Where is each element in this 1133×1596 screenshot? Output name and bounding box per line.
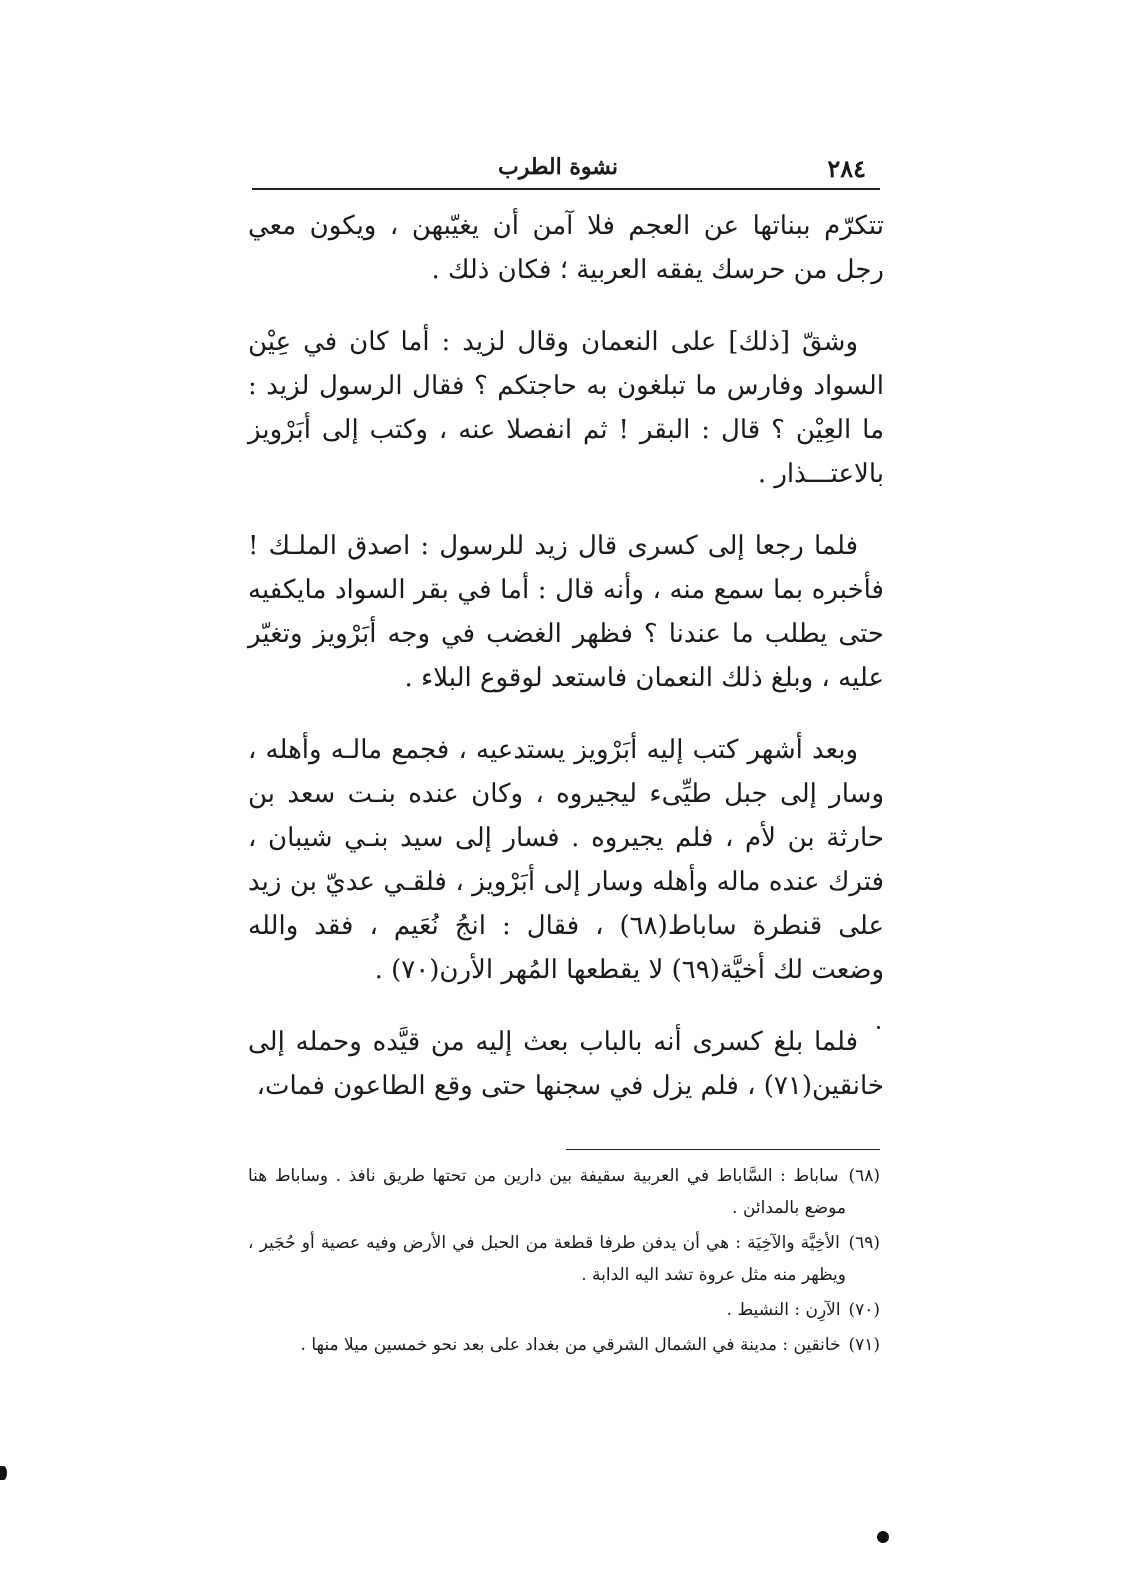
paragraph-1: تتكرّم ببناتها عن العجم فلا آمن أن يغيّبهن ، ويكون معي رجل من حرسك يفقه العربية ؛ فكان ذلك . bbox=[248, 211, 884, 285]
footnote-text: الأخِيَّة والآخِيَة : هي أن يدفن طرفا قطعة من الحبل في الأرض وفيه عصية أو حُجَير ، ويظهر منه مثل عروة تشد اليه الدابة . bbox=[248, 1233, 846, 1285]
paragraph-5: فلما بلغ كسرى أنه بالباب بعث إليه من قيَّده وحمله إلى خانقين(٧١) ، فلم يزل في سجنها حتى وقع الطاعون فمات، bbox=[248, 1027, 884, 1101]
print-speck bbox=[0, 1466, 7, 1480]
footnote-rule bbox=[566, 1149, 880, 1150]
footnote-text: خانقين : مدينة في الشمال الشرقي من بغداد على بعد نحو خمسين ميلا منها . bbox=[300, 1335, 841, 1355]
body-text bbox=[248, 204, 884, 1136]
footnote-70 bbox=[248, 1294, 880, 1326]
footnote-71 bbox=[248, 1329, 880, 1361]
paragraph-4: وبعد أشهر كتب إليه أبَرْويز يستدعيه ، فجمع مالـه وأهله ، وسار إلى جبل طيِّىء ليجيروه ، وكان عنده بنـت سعد بن حارثة بن لأم ، فلم يجيروه . فسار إلى سيد بنـي شيبان ، فترك عنده ماله وأهله وسار إلى أبَرْويز ، فلقـي عديّ بن زيد على قنطرة ساباط(٦٨) ، فقال : انجُ نُعَيم ، فقد والله وضعت لك أخيَّة(٦٩) لا يقطعها المُهر الأرن(٧٠) . bbox=[248, 735, 884, 985]
footnote-number: (٦٨) bbox=[848, 1166, 880, 1186]
paragraph-2: وشقّ [ذلك] على النعمان وقال لزيد : أما كان في عِيْن السواد وفارس ما تبلغون به حاجتكم ؟ فقال الرسول لزيد : ما العِيْن ؟ قال : البقر ! ثم انفصلا عنه ، وكتب إلى أبَرْويز بالاعتـــذار . bbox=[248, 327, 884, 489]
footnote-number: (٦٩) bbox=[848, 1233, 881, 1253]
footnote-number: (٧٠) bbox=[848, 1300, 880, 1320]
footnote-68 bbox=[248, 1160, 880, 1224]
footnote-text: الآرِن : النشيط . bbox=[726, 1300, 841, 1320]
paragraph-3: فلما رجعا إلى كسرى قال زيد للرسول : اصدق الملـك ! فأخبره بما سمع منه ، وأنه قال : أما في بقر السواد مايكفيه حتى يطلب ما عندنا ؟ فظهر الغضب في وجه أبَرْويز وتغيّر عليه ، وبلغ ذلك النعمان فاستعد لوقوع البلاء . bbox=[248, 531, 884, 693]
footnote-69 bbox=[248, 1227, 880, 1291]
footnote-text: ساباط : السَّاباط في العربية سقيفة بين دارين من تحتها طريق نافذ . وساباط هنا موضع بالمدائن . bbox=[248, 1166, 846, 1218]
footnotes bbox=[248, 1160, 880, 1364]
footnote-number: (٧١) bbox=[848, 1335, 880, 1355]
print-speck bbox=[877, 1026, 880, 1029]
header-rule bbox=[252, 188, 880, 190]
page-header bbox=[252, 152, 880, 188]
page-number: ٢٨٤ bbox=[827, 154, 866, 183]
running-title: نشوة الطرب bbox=[497, 154, 618, 180]
print-speck bbox=[877, 1531, 889, 1543]
